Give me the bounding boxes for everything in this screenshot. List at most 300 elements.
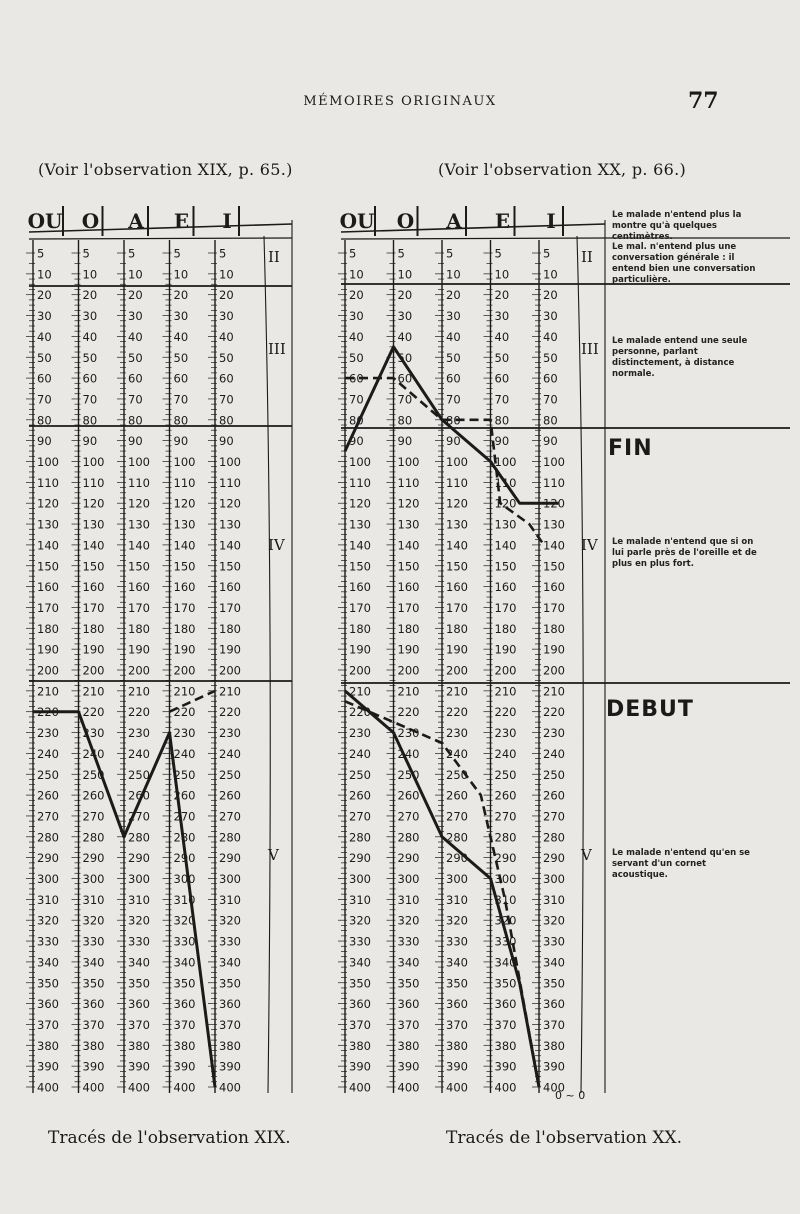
tick-label: 390	[173, 1059, 196, 1074]
tick-label: 390	[446, 1059, 468, 1074]
column-header-ou: OU	[27, 209, 63, 233]
tick-label: 320	[397, 913, 420, 928]
tick-label: 310	[397, 892, 420, 907]
column-scale	[72, 240, 105, 1095]
tick-label: 160	[37, 580, 59, 595]
tick-label: 50	[349, 350, 364, 365]
tick-label: 110	[494, 475, 517, 490]
tick-label: 140	[37, 538, 59, 553]
tick-label: 330	[543, 934, 565, 949]
stage-brace	[264, 236, 270, 1093]
tick-label: 280	[494, 830, 517, 845]
tick-label: 330	[446, 934, 468, 949]
tick-label: 400	[494, 1080, 517, 1095]
tick-label: 5	[128, 246, 136, 261]
tick-label: 260	[173, 788, 196, 803]
tick-label: 190	[446, 642, 468, 657]
tick-label: 140	[219, 538, 241, 553]
tick-label: 130	[82, 517, 105, 532]
tick-label: 190	[543, 642, 565, 657]
tick-label: 360	[82, 997, 105, 1012]
tick-label: 130	[349, 517, 371, 532]
start-marker: DEBUT	[606, 697, 694, 722]
tick-label: 180	[349, 621, 371, 636]
column-scale	[208, 240, 241, 1095]
tick-label: 360	[219, 997, 241, 1012]
tick-label: 110	[349, 475, 371, 490]
tick-label: 80	[82, 413, 98, 428]
tick-label: 50	[82, 350, 98, 365]
column-scale	[163, 240, 196, 1095]
tick-label: 90	[37, 434, 52, 449]
tick-label: 290	[397, 851, 420, 866]
column-scale	[26, 240, 59, 1095]
tick-label: 160	[219, 580, 241, 595]
tick-label: 350	[397, 976, 420, 991]
tick-label: 30	[219, 309, 234, 324]
tick-label: 110	[543, 475, 565, 490]
tick-label: 310	[446, 892, 468, 907]
tick-label: 280	[397, 830, 420, 845]
tick-label: 300	[397, 872, 420, 886]
tick-label: 300	[494, 872, 517, 886]
tick-label: 310	[173, 892, 196, 907]
tick-label: 50	[37, 350, 52, 365]
tick-label: 140	[349, 538, 371, 553]
tick-label: 270	[494, 809, 517, 824]
tick-label: 300	[543, 872, 565, 886]
stage-note-2: Le mal. n'entend plus une conversation générale : il entend bien une conversation particulière.	[612, 242, 756, 285]
tick-label: 190	[349, 642, 371, 657]
tick-label: 260	[543, 788, 565, 803]
tick-label: 20	[82, 288, 98, 303]
tick-label: 120	[397, 496, 420, 511]
tick-label: 400	[219, 1080, 241, 1095]
tick-label: 290	[82, 851, 105, 866]
tick-label: 260	[446, 788, 468, 803]
tick-label: 30	[37, 309, 52, 324]
tick-label: 400	[37, 1080, 59, 1095]
tick-label: 170	[128, 600, 150, 615]
tick-label: 180	[543, 621, 565, 636]
tick-label: 260	[397, 788, 420, 803]
tick-label: 130	[37, 517, 59, 532]
tick-label: 210	[397, 684, 420, 699]
tick-label: 20	[397, 288, 413, 303]
tick-label: 60	[82, 371, 98, 386]
tick-label: 40	[349, 329, 364, 344]
tick-label: 70	[128, 392, 143, 407]
tick-label: 220	[219, 705, 241, 720]
tick-label: 370	[219, 1017, 241, 1032]
tick-label: 280	[82, 830, 105, 845]
tick-label: 190	[82, 642, 105, 657]
tick-label: 390	[82, 1059, 105, 1074]
tick-label: 40	[82, 329, 98, 344]
column-scale	[387, 240, 420, 1095]
tick-label: 10	[82, 267, 98, 282]
tick-label: 230	[397, 726, 420, 741]
tick-label: 120	[128, 496, 150, 511]
tick-label: 300	[82, 872, 105, 886]
tick-label: 140	[397, 538, 420, 553]
tick-label: 250	[397, 767, 420, 782]
tick-label: 320	[446, 913, 468, 928]
tick-label: 30	[173, 309, 189, 324]
tick-label: 240	[349, 746, 371, 761]
tick-label: 350	[128, 976, 150, 991]
tick-label: 290	[219, 851, 241, 866]
tick-label: 100	[397, 455, 420, 469]
tick-label: 380	[349, 1038, 371, 1053]
tick-label: 90	[82, 434, 98, 449]
tick-label: 350	[543, 976, 565, 991]
tick-label: 70	[173, 392, 189, 407]
tick-label: 370	[128, 1017, 150, 1032]
tick-label: 30	[543, 309, 558, 324]
tick-label: 170	[173, 600, 196, 615]
tick-label: 190	[173, 642, 196, 657]
tick-label: 200	[37, 663, 59, 678]
column-scale	[484, 240, 517, 1095]
column-header-e: E	[494, 209, 511, 233]
column-header-a: A	[446, 209, 462, 233]
tick-label: 50	[446, 350, 461, 365]
figure-panel-1	[26, 206, 292, 1095]
tick-label: 140	[82, 538, 105, 553]
tick-label: 10	[397, 267, 413, 282]
tick-label: 5	[397, 246, 405, 261]
tick-label: 110	[446, 475, 468, 490]
tick-label: 40	[446, 329, 461, 344]
tick-label: 360	[37, 997, 59, 1012]
tick-label: 5	[37, 246, 45, 261]
tick-label: 100	[37, 455, 59, 469]
tick-label: 290	[173, 851, 196, 866]
tick-label: 270	[173, 809, 196, 824]
tick-label: 360	[397, 997, 420, 1012]
tick-label: 190	[494, 642, 517, 657]
tick-label: 100	[543, 455, 565, 469]
tick-label: 370	[446, 1017, 468, 1032]
tick-label: 270	[219, 809, 241, 824]
tick-label: 380	[128, 1038, 150, 1053]
tick-label: 40	[37, 329, 52, 344]
tick-label: 210	[128, 684, 150, 699]
tick-label: 5	[82, 246, 90, 261]
tick-label: 70	[37, 392, 52, 407]
tick-label: 60	[128, 371, 143, 386]
tick-label: 60	[494, 371, 510, 386]
tick-label: 210	[349, 684, 371, 699]
tick-label: 50	[397, 350, 413, 365]
tick-label: 290	[494, 851, 517, 866]
tick-label: 40	[128, 329, 143, 344]
tick-label: 210	[173, 684, 196, 699]
tick-label: 50	[173, 350, 189, 365]
tick-label: 350	[219, 976, 241, 991]
tick-label: 40	[397, 329, 413, 344]
tick-label: 330	[349, 934, 371, 949]
tick-label: 10	[37, 267, 52, 282]
tick-label: 80	[349, 413, 364, 428]
tick-label: 380	[397, 1038, 420, 1053]
tick-label: 180	[128, 621, 150, 636]
column-header-a: A	[128, 209, 144, 233]
tick-label: 210	[82, 684, 105, 699]
tick-label: 170	[543, 600, 565, 615]
tick-label: 370	[397, 1017, 420, 1032]
tick-label: 90	[494, 434, 510, 449]
tick-label: 250	[219, 767, 241, 782]
tick-label: 240	[219, 746, 241, 761]
tick-label: 80	[446, 413, 461, 428]
tick-label: 340	[219, 955, 241, 970]
figure-caption-right: Tracés de l'observation XX.	[446, 1128, 682, 1148]
tick-label: 230	[349, 726, 371, 741]
tick-label: 120	[446, 496, 468, 511]
tick-label: 150	[446, 559, 468, 574]
tick-label: 110	[173, 475, 196, 490]
tick-label: 390	[349, 1059, 371, 1074]
tick-label: 220	[397, 705, 420, 720]
tick-label: 160	[82, 580, 105, 595]
column-header-o: O	[396, 209, 415, 233]
tick-label: 210	[494, 684, 517, 699]
tick-label: 190	[397, 642, 420, 657]
column-scale	[338, 240, 371, 1095]
tick-label: 150	[82, 559, 105, 574]
tick-label: 230	[446, 726, 468, 741]
tick-label: 270	[128, 809, 150, 824]
tick-label: 140	[543, 538, 565, 553]
tick-label: 300	[173, 872, 196, 886]
tick-label: 370	[82, 1017, 105, 1032]
tick-label: 40	[219, 329, 234, 344]
tick-label: 50	[128, 350, 143, 365]
tick-label: 130	[543, 517, 565, 532]
tick-label: 190	[219, 642, 241, 657]
tick-label: 330	[219, 934, 241, 949]
tick-label: 110	[82, 475, 105, 490]
tick-label: 100	[128, 455, 150, 469]
tick-label: 70	[397, 392, 413, 407]
tick-label: 170	[82, 600, 105, 615]
tick-label: 330	[494, 934, 517, 949]
tick-label: 320	[82, 913, 105, 928]
tick-label: 340	[543, 955, 565, 970]
tick-label: 370	[494, 1017, 517, 1032]
tick-label: 110	[397, 475, 420, 490]
tick-label: 70	[543, 392, 558, 407]
stage-label-iv: IV	[581, 536, 598, 554]
tick-label: 360	[543, 997, 565, 1012]
tick-label: 130	[128, 517, 150, 532]
tick-label: 70	[219, 392, 234, 407]
tick-label: 340	[349, 955, 371, 970]
tick-label: 120	[349, 496, 371, 511]
tick-label: 180	[82, 621, 105, 636]
tick-label: 270	[397, 809, 420, 824]
column-header-i: I	[546, 209, 556, 233]
tick-label: 290	[128, 851, 150, 866]
tick-label: 110	[128, 475, 150, 490]
stage-label-iii: III	[581, 340, 599, 358]
tick-label: 170	[446, 600, 468, 615]
tick-label: 230	[128, 726, 150, 741]
tick-label: 250	[446, 767, 468, 782]
tick-label: 380	[37, 1038, 59, 1053]
column-scale	[532, 240, 565, 1095]
tick-label: 200	[543, 663, 565, 678]
tick-label: 60	[219, 371, 234, 386]
tick-label: 120	[219, 496, 241, 511]
tick-label: 10	[446, 267, 461, 282]
header-rule-bottom	[29, 238, 292, 239]
tick-label: 10	[128, 267, 143, 282]
tick-label: 230	[219, 726, 241, 741]
tick-label: 100	[219, 455, 241, 469]
tick-label: 310	[82, 892, 105, 907]
column-header-ou: OU	[339, 209, 375, 233]
tick-label: 280	[37, 830, 59, 845]
tick-label: 290	[543, 851, 565, 866]
tick-label: 380	[219, 1038, 241, 1053]
tick-label: 370	[543, 1017, 565, 1032]
tick-label: 20	[349, 288, 364, 303]
tick-label: 230	[543, 726, 565, 741]
tick-label: 10	[219, 267, 234, 282]
tick-label: 190	[37, 642, 59, 657]
tick-label: 240	[173, 746, 196, 761]
tick-label: 290	[37, 851, 59, 866]
tick-label: 130	[494, 517, 517, 532]
column-scale	[435, 240, 468, 1095]
tick-label: 390	[219, 1059, 241, 1074]
tick-label: 60	[446, 371, 461, 386]
tick-label: 60	[173, 371, 189, 386]
tick-label: 180	[37, 621, 59, 636]
stage-brace	[577, 236, 583, 1093]
tick-label: 30	[397, 309, 413, 324]
tick-label: 220	[543, 705, 565, 720]
tick-label: 330	[397, 934, 420, 949]
tick-label: 340	[446, 955, 468, 970]
tick-label: 310	[543, 892, 565, 907]
tick-label: 340	[494, 955, 517, 970]
tick-label: 20	[543, 288, 558, 303]
tick-label: 90	[128, 434, 143, 449]
tick-label: 30	[446, 309, 461, 324]
tick-label: 210	[37, 684, 59, 699]
tick-label: 190	[128, 642, 150, 657]
tick-label: 200	[219, 663, 241, 678]
tick-label: 280	[543, 830, 565, 845]
tick-label: 90	[543, 434, 558, 449]
tick-label: 340	[397, 955, 420, 970]
tick-label: 40	[543, 329, 558, 344]
tick-label: 300	[219, 872, 241, 886]
tick-label: 30	[494, 309, 510, 324]
tick-label: 130	[397, 517, 420, 532]
tick-label: 390	[37, 1059, 59, 1074]
tick-label: 230	[494, 726, 517, 741]
tick-label: 120	[494, 496, 517, 511]
stage-label-iii: III	[268, 340, 286, 358]
tick-label: 320	[37, 913, 59, 928]
tick-label: 380	[446, 1038, 468, 1053]
tick-label: 30	[82, 309, 98, 324]
tick-label: 80	[397, 413, 413, 428]
end-mark: 0 ~ 0	[555, 1089, 586, 1102]
tick-label: 200	[494, 663, 517, 678]
tick-label: 260	[494, 788, 517, 803]
tick-label: 380	[173, 1038, 196, 1053]
tick-label: 330	[82, 934, 105, 949]
tick-label: 100	[82, 455, 105, 469]
tick-label: 70	[82, 392, 98, 407]
tick-label: 400	[173, 1080, 196, 1095]
tick-label: 180	[219, 621, 241, 636]
tick-label: 360	[349, 997, 371, 1012]
column-header-e: E	[173, 209, 190, 233]
tick-label: 280	[446, 830, 468, 845]
tick-label: 230	[82, 726, 105, 741]
tick-label: 5	[349, 246, 357, 261]
tick-label: 240	[446, 746, 468, 761]
tick-label: 100	[494, 455, 517, 469]
tick-label: 70	[349, 392, 364, 407]
tick-label: 90	[397, 434, 413, 449]
tick-label: 320	[494, 913, 517, 928]
tick-label: 220	[349, 705, 371, 720]
tick-label: 340	[37, 955, 59, 970]
stage-note-3: Le malade entend une seule personne, parlant distinctement, à distance normale.	[612, 336, 748, 379]
tick-label: 400	[82, 1080, 105, 1095]
tick-label: 80	[128, 413, 143, 428]
tick-label: 180	[494, 621, 517, 636]
tick-label: 220	[128, 705, 150, 720]
column-header-o: O	[81, 209, 100, 233]
tick-label: 400	[128, 1080, 150, 1095]
tick-label: 260	[128, 788, 150, 803]
tick-label: 380	[494, 1038, 517, 1053]
figure-caption-left: Tracés de l'observation XIX.	[48, 1128, 291, 1148]
tick-label: 340	[173, 955, 196, 970]
tick-label: 350	[446, 976, 468, 991]
tick-label: 60	[349, 371, 364, 386]
tick-label: 220	[82, 705, 105, 720]
tick-label: 110	[219, 475, 241, 490]
tick-label: 90	[173, 434, 189, 449]
tick-label: 250	[349, 767, 371, 782]
tick-label: 40	[494, 329, 510, 344]
tick-label: 80	[173, 413, 189, 428]
tick-label: 170	[397, 600, 420, 615]
tick-label: 5	[494, 246, 502, 261]
stage-note-1: Le malade n'entend plus la montre qu'à quelques centimètres.	[612, 210, 742, 242]
tick-label: 280	[128, 830, 150, 845]
tick-label: 80	[494, 413, 510, 428]
tick-label: 300	[128, 872, 150, 886]
running-head: MÉMOIRES ORIGINAUX	[303, 94, 497, 109]
tick-label: 270	[446, 809, 468, 824]
tick-label: 150	[128, 559, 150, 574]
stage-note-5: Le malade n'entend qu'en se servant d'un cornet acoustique.	[612, 848, 750, 880]
tick-label: 90	[219, 434, 234, 449]
tick-label: 200	[128, 663, 150, 678]
tick-label: 320	[173, 913, 196, 928]
